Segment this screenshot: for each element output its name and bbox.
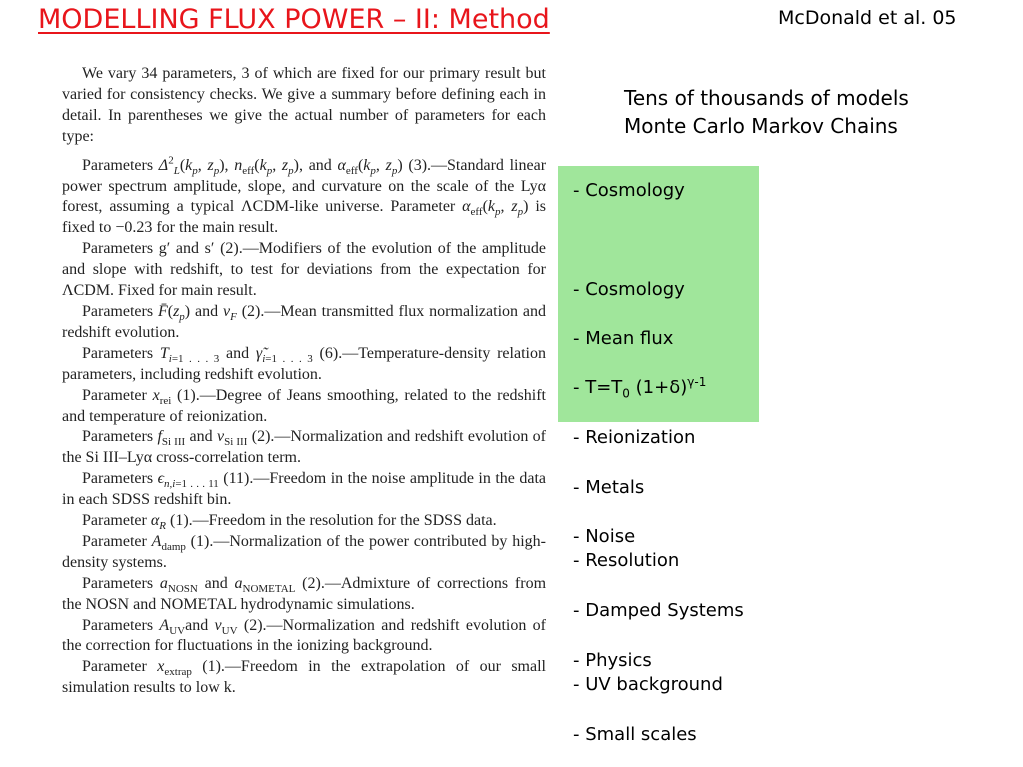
slide-title: MODELLING FLUX POWER – II: Method [38,4,550,35]
excerpt-intro: We vary 34 parameters, 3 of which are fixed for our primary result but varied for consistency checks. We give a summary before defining each in detail. In parentheses we give the actual number of parameters for each type: [62,65,546,145]
category-mean-flux: - Mean flux [573,328,674,349]
excerpt-param-flux: Parameters $F̄(z_p)$ and $\nu_F$ (2).—Mean transmitted flux normalization and redshift evolution. [62,302,546,341]
excerpt-param-noise: Parameters $\epsilon_{n,i=1 . . . 11}$ (11).—Freedom in the noise amplitude in the data in each SDSS redshift bin. [62,470,547,509]
excerpt-param-metals: Parameters $f_{Si III}$ and $\nu_{Si III}$ (2).—Normalization and redshift evolution of the Si III–Lyα cross-correlation term. [62,428,546,467]
category-reionization: - Reionization [573,427,696,448]
category-cosmology-power: - Cosmology [573,180,685,201]
category-small-scales: - Small scales [573,724,697,745]
category-uv-background: - UV background [573,674,723,695]
excerpt-param-extrap: Parameter $x_{extrap}$ (1).—Freedom in the extrapolation of our small simulation results to low k. [62,658,546,697]
category-damped-systems: - Damped Systems [573,600,744,621]
category-resolution: - Resolution [573,550,680,571]
excerpt-param-uv: Parameters $A_{UV}and$ $\nu_{UV}$ (2).—Normalization and redshift evolution of the correction for fluctuations in the ionizing background. [62,616,547,655]
excerpt-param-modifiers: Parameters g′ and s′ (2).—Modifiers of the evolution of the amplitude and slope with redshift, to test for deviations from the expectation for ΛCDM. Fixed for main result. [62,240,546,300]
excerpt-param-resolution: Parameter $\alpha_R$ (1).—Freedom in the resolution for the SDSS data. [82,512,497,533]
headline-models: Tens of thousands of models [624,86,909,110]
citation: McDonald et al. 05 [778,7,957,29]
excerpt-param-temperature: Parameters $T_{i=1 . . . 3}$ and $\gammã_{i=1 . . . 3}$ (6).—Temperature-density relation parameters, including redshift evolution. [62,344,546,383]
excerpt-param-power: Parameters $\Delta^2_L(k_p$, $z_p$), $n_{eff}(k_p$, $z_p$), and $\alpha_{eff}(k_p$, $z_p$) (3).—Standard linear power spectrum amplitude, slope, and curvature on the scale of the Lyα forest, assuming a typical ΛCDM-like universe. Parameter $\alpha_{eff}(k_p$, $z_p$) is fixed to −0.23 for the main result. [62,154,547,237]
category-metals: - Metals [573,477,645,498]
excerpt-param-jeans: Parameter $x_{rei}$ (1).—Degree of Jeans smoothing, related to the redshift and temperature of reionization. [62,386,546,425]
headline [624,84,909,140]
excerpt-param-physics: Parameters $a_{NOSN}$ and $a_{NOMETAL}$ (2).—Admixture of corrections from the NOSN and NOMETAL hydrodynamic simulations. [62,574,547,613]
category-physics: - Physics [573,650,652,671]
category-noise: - Noise [573,526,636,547]
category-cosmology-evolution: - Cosmology [573,279,685,300]
category-temperature: - $T=T_0$ $(1+\delta)^{\gamma-1}$ [573,375,707,401]
excerpt-param-damped: Parameter $A_{damp}$ (1).—Normalization of the power contributed by high-density systems. [62,532,546,571]
headline-mcmc: Monte Carlo Markov Chains [624,114,898,138]
paper-excerpt [62,64,546,699]
